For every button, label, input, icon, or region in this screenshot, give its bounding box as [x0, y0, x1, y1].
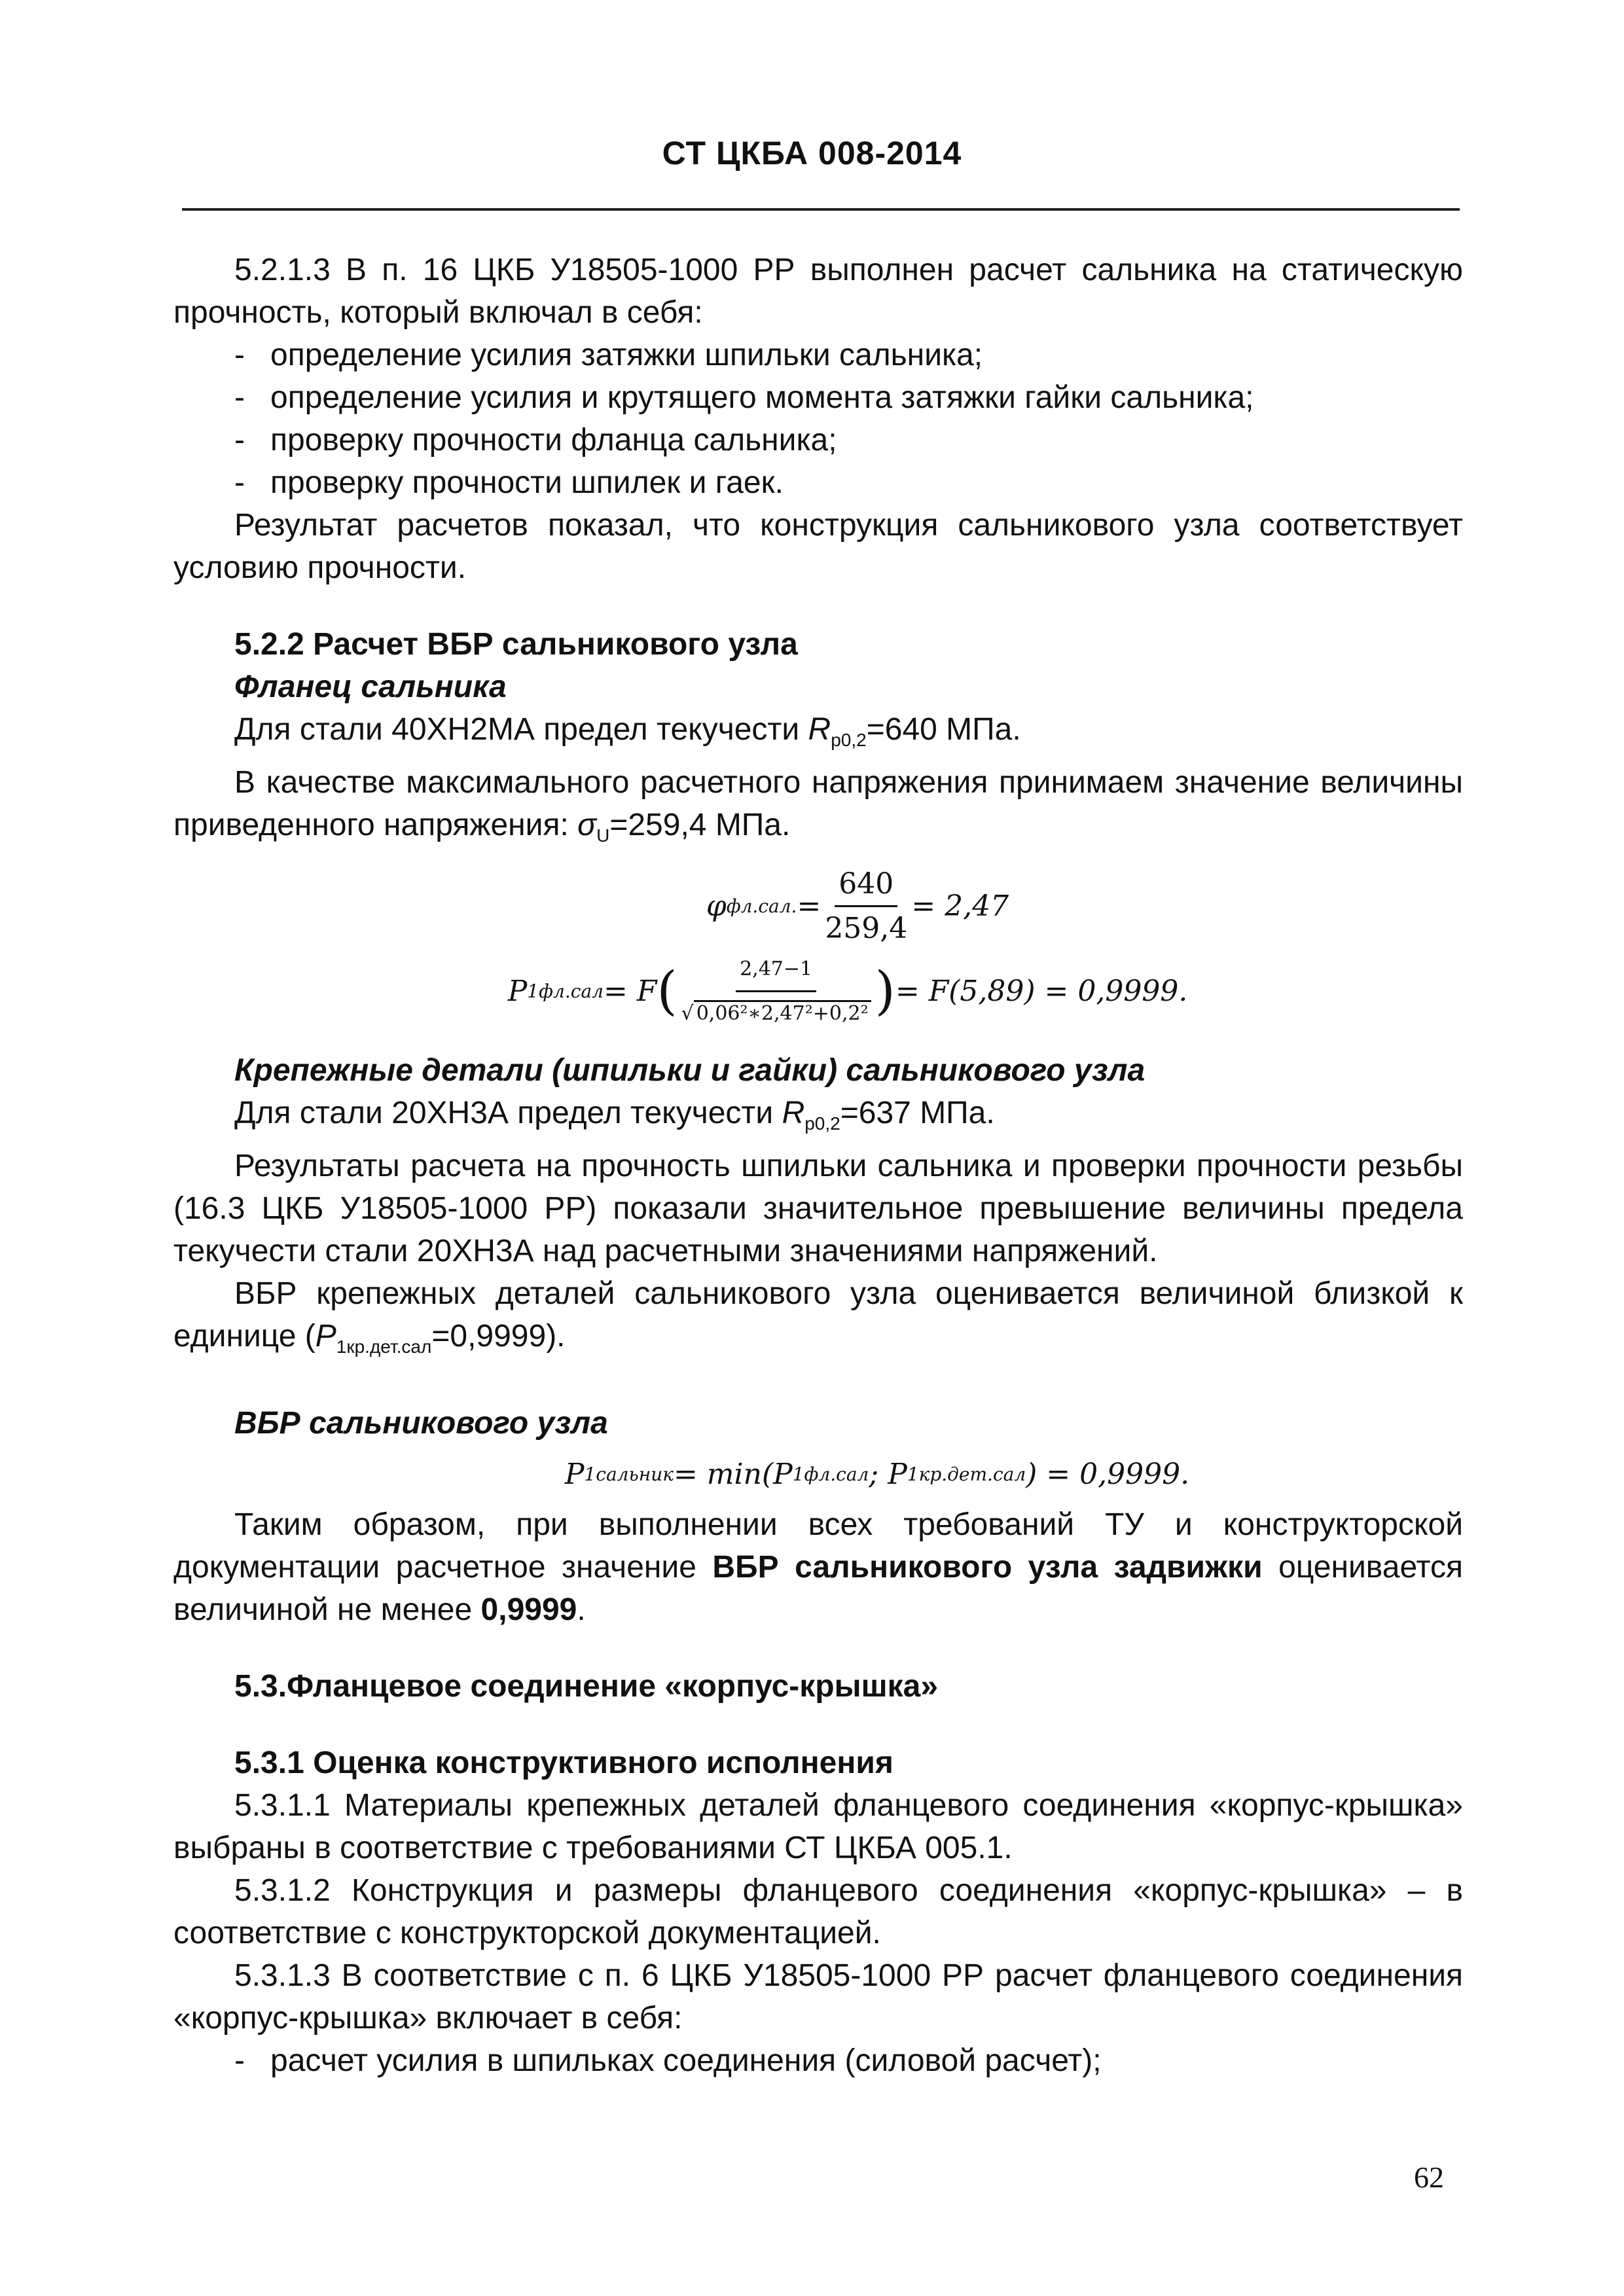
dash-marker: -	[234, 2043, 245, 2078]
formula-phi: φ фл.сал. = $\frac{640}{259,4}$ = 2,47	[173, 857, 1463, 955]
document-body	[173, 249, 1463, 2082]
fraction: $\frac{640}{259,4}$	[821, 863, 911, 950]
paragraph-fastener-steel: Для стали 20ХН3А предел текучести $R_{p0,2}=637$ МПа.	[234, 1096, 995, 1134]
list-item: - проверку прочности шпилек и гаек.	[173, 461, 1463, 504]
paragraph-fastener-results: Результаты расчета на прочность шпильки сальника и проверки прочности резьбы (16.3 ЦКБ У18505-1000 РР) показали значительное превышение величины предела текучести стали 20ХН3А над расчетными значениями напряжений.	[173, 1149, 1463, 1268]
section-heading-5-2-2: 5.2.2 Расчет ВБР сальникового узла	[234, 627, 798, 662]
list-item: - расчет усилия в шпильках соединения (силовой расчет);	[173, 2039, 1463, 2082]
formula-p-total: P 1сальник = min(P 1фл.сал ; P 1кр.дет.сал ) = 0,9999.	[564, 1457, 1190, 1491]
subheading-flange: Фланец сальника	[234, 670, 507, 704]
paragraph-5-3-1-3: 5.3.1.3 В соответствие с п. 6 ЦКБ У18505-1000 РР расчет фланцевого соединения «корпус-крышка» включает в себя:	[173, 1958, 1463, 2036]
list-item: - проверку прочности фланца сальника;	[173, 419, 1463, 461]
fraction: $\frac{2,47-1}{\text{√ 0,06²∗2,47²+0,2²}}$	[677, 948, 875, 1035]
paragraph-5-3-1-2: 5.3.1.2 Конструкция и размеры фланцевого соединения «корпус-крышка» – в соответствие с конструкторской документацией.	[173, 1873, 1463, 1950]
list-item: - определение усилия затяжки шпильки сальника;	[173, 334, 1463, 376]
paragraph-fastener-vbr: ВБР крепежных деталей сальникового узла оценивается величиной близкой к единице $(P_{1кр.дет.сал}=0,9999)$.	[173, 1276, 1463, 1357]
dash-marker: -	[234, 423, 245, 457]
paragraph-result: Результат расчетов показал, что конструкция сальникового узла соответствует условию прочности.	[173, 508, 1463, 585]
section-heading-5-3-1: 5.3.1 Оценка конструктивного исполнения	[234, 1746, 893, 1780]
dash-marker: -	[234, 338, 245, 372]
formula-p-flange: P 1фл.сал = F ( $\frac{2,47-1}{\text{√ 0,06²∗2,47²+0,2²}}$ ) = F(5,89) = 0,9999.	[173, 955, 1463, 1027]
dash-marker: -	[234, 380, 245, 415]
bullet-list-1	[173, 334, 1463, 504]
paragraph-5-3-1-1: 5.3.1.1 Материалы крепежных деталей фланцевого соединения «корпус-крышка» выбраны в соответствие с требованиями СТ ЦКБА 005.1.	[173, 1788, 1463, 1865]
paragraph-conclusion: Таким образом, при выполнении всех требований ТУ и конструкторской документации расчетное значение ВБР сальникового узла задвижки оценивается величиной не менее 0,9999.	[173, 1507, 1463, 1627]
document-header: СТ ЦКБА 008-2014	[662, 135, 962, 171]
subheading-fasteners: Крепежные детали (шпильки и гайки) сальникового узла	[234, 1053, 1146, 1088]
paragraph-5-2-1-3: 5.2.1.3 В п. 16 ЦКБ У18505-1000 РР выполнен расчет сальника на статическую прочность, который включал в себя:	[173, 253, 1463, 330]
subheading-vbr: ВБР сальникового узла	[234, 1406, 608, 1441]
bullet-list-2	[173, 2039, 1463, 2082]
dash-marker: -	[234, 465, 245, 500]
section-heading-5-3: 5.3.Фланцевое соединение «корпус-крышка»	[234, 1669, 939, 1704]
list-item: - определение усилия и крутящего момента затяжки гайки сальника;	[173, 376, 1463, 419]
paragraph-max-stress: В качестве максимального расчетного напряжения принимаем значение величины приведенного напряжения: $\sigma_U=259,4$ МПа.	[173, 765, 1463, 846]
page-number: 62	[1414, 2161, 1444, 2194]
paragraph-flange-steel: Для стали 40ХН2МА предел текучести $R_{p0,2}=640$ МПа.	[234, 712, 1021, 750]
header-rule	[182, 208, 1460, 211]
